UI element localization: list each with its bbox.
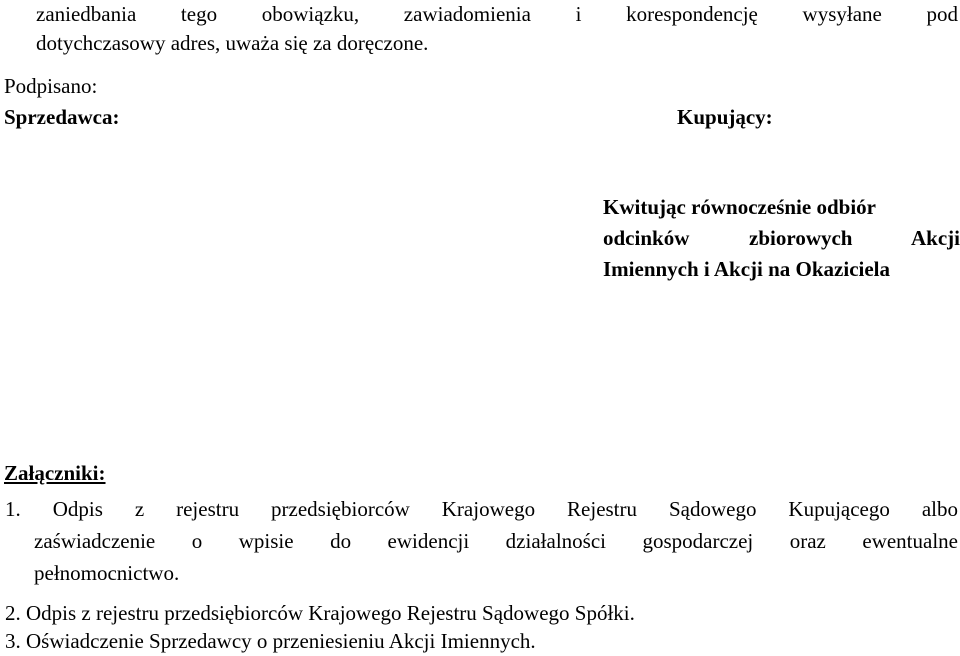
receipt-line-3: Imiennych i Akcji na Okaziciela	[603, 257, 891, 281]
receipt-line-1: Kwitując równocześnie odbiór	[603, 195, 876, 219]
attachment-item-3: 3. Oświadczenie Sprzedawcy o przeniesieniu Akcji Imiennych.	[5, 629, 536, 653]
signed-label: Podpisano:	[4, 74, 98, 98]
attachment-item-1-line-2: zaświadczenie o wpisie do ewidencji działalności gospodarczej oraz ewentualne	[34, 529, 958, 553]
attachment-item-1-line-1: 1. Odpis z rejestru przedsiębiorców Krajowego Rejestru Sądowego Kupującego albo	[5, 497, 958, 521]
attachment-item-2: 2. Odpis z rejestru przedsiębiorców Krajowego Rejestru Sądowego Spółki.	[5, 601, 635, 625]
intro-text-line-1: zaniedbania tego obowiązku, zawiadomienia i korespondencję wysyłane pod	[36, 2, 958, 26]
attachment-item-1-line-3: pełnomocnictwo.	[34, 561, 180, 585]
seller-label: Sprzedawca:	[4, 105, 120, 129]
receipt-line-2: odcinków zbiorowych Akcji	[603, 226, 960, 250]
attachments-heading: Załączniki:	[4, 461, 106, 485]
buyer-label: Kupujący:	[677, 105, 773, 129]
intro-text-line-2: dotychczasowy adres, uważa się za doręczone.	[36, 31, 429, 55]
